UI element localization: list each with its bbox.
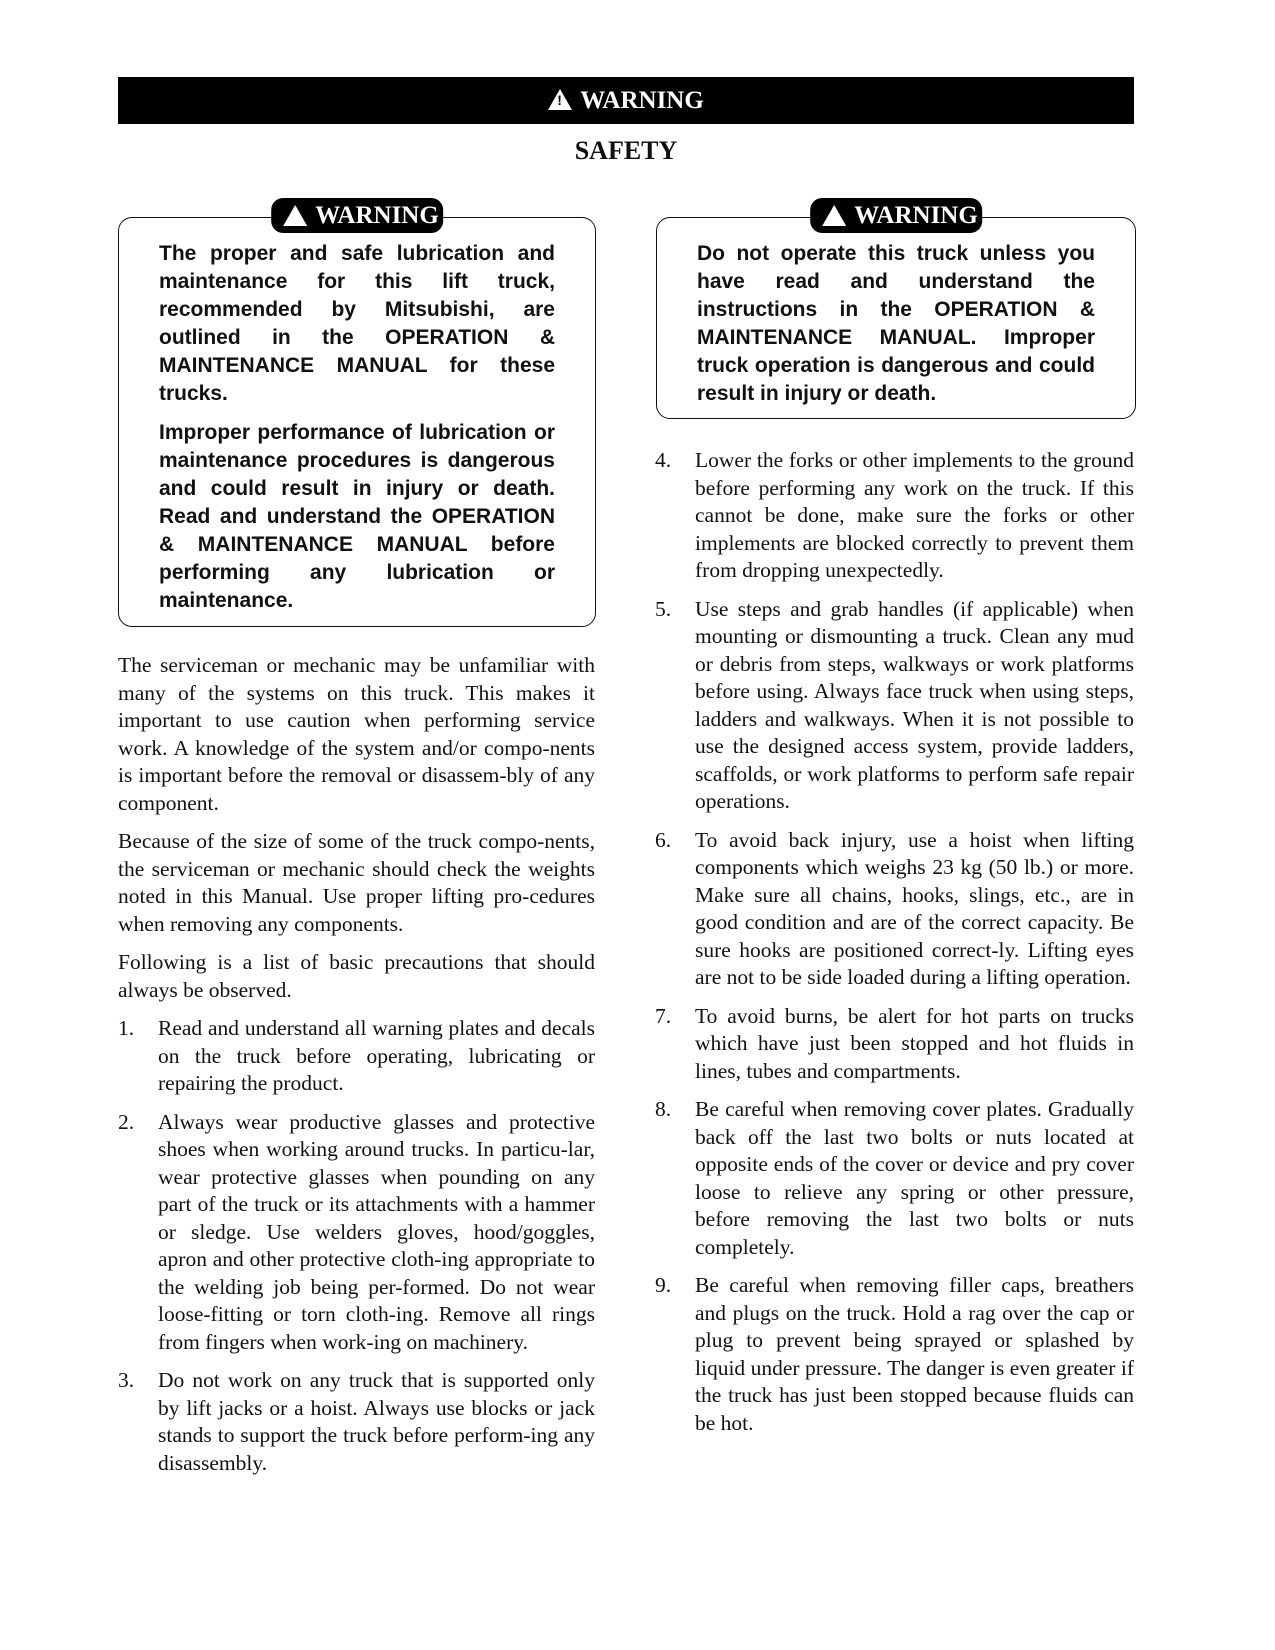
list-item-text: Read and understand all warning plates and decals on the truck before operating, lubricating or repairing the product. [158,1016,595,1095]
warning-label-text: WARNING [315,202,439,229]
list-item-number: 1. [118,1016,135,1040]
list-item-text: Use steps and grab handles (if applicable) when mounting or dismounting a truck. Clean any mud or debris from steps, walkways or work platforms before using. Always face truck when using steps, ladders and walkways. When it is not possible to use the designed access system, provide ladders, scaffolds, or work platforms to perform safe repair operations. [695,596,1134,813]
intro-paragraph: Following is a list of basic precautions that should always be observed. [118,950,595,1002]
list-item-number: 8. [655,1097,672,1121]
list-item-number: 2. [118,1109,135,1134]
intro-paragraph: The serviceman or mechanic may be unfamiliar with many of the systems on this truck. This makes it important to use caution when performing service work. A knowledge of the system and/or compo-nents is important before the removal or disassem-bly of any component. [118,653,595,815]
left-warning-paragraph: Improper performance of lubrication or maintenance procedures is dangerous and could result in injury or death. Read and understand the OPERATION & MAINTENANCE MANUAL before performing any lubrication or maintenance. [159,421,555,612]
warning-banner [118,77,1134,124]
list-item [655,596,1134,816]
list-item-number: 6. [655,827,672,852]
warning-triangle-icon [283,205,307,226]
right-column [655,447,1134,1448]
page-title: SAFETY [574,136,678,165]
list-item-text: Do not work on any truck that is supported only by lift jacks or a hoist. Always use blocks or jack stands to support the truck before perform-ing any disassembly. [158,1368,595,1475]
right-warning-label [810,198,982,233]
list-item-text: To avoid back injury, use a hoist when lifting components which weighs 23 kg (50 lb.) or more. Make sure all chains, hooks, slings, etc., are in good condition and are of the correct capacity. Be sure hooks are positioned correct-ly. Lifting eyes are not to be side loaded during a lifting operation. [695,827,1134,989]
list-item [655,1272,1134,1437]
list-item [655,1003,1134,1086]
list-item [655,827,1134,992]
list-item-text: Be careful when removing filler caps, breathers and plugs on the truck. Hold a rag over the cap or plug to prevent being sprayed or splashed by liquid under pressure. The danger is even greater if the truck has just been stopped because fluids can be hot. [695,1273,1134,1435]
list-item [655,1096,1134,1261]
list-item-text: Lower the forks or other implements to the ground before performing any work on the truck. If this cannot be done, make sure the forks or other implements are blocked correctly to prevent them from dropping unexpectedly. [695,448,1134,582]
left-warning-paragraph: The proper and safe lubrication and maintenance for this lift truck, recommended by Mitsubishi, are outlined in the OPERATION & MAINTENANCE MANUAL for these trucks. [159,242,555,405]
left-warning-label [271,198,443,233]
list-item-text: To avoid burns, be alert for hot parts on trucks which have just been stopped and hot fluids in lines, tubes and compartments. [695,1003,1134,1083]
list-item-number: 3. [118,1368,135,1392]
warning-label-text: WARNING [854,202,978,229]
banner-label: WARNING [580,86,704,114]
right-warning-paragraph: Do not operate this truck unless you have read and understand the instructions in the OPERATION & MAINTENANCE MANUAL. Improper truck operation is dangerous and could result in injury or death. [697,242,1095,405]
left-warning-box [118,202,596,627]
right-warning-box [656,202,1136,419]
list-item-number: 7. [655,1003,672,1028]
list-item-number: 4. [655,448,672,472]
warning-triangle-icon [548,89,572,110]
list-item-number: 5. [655,596,672,621]
list-item-text: Always wear productive glasses and protective shoes when working around trucks. In particu-lar, wear protective glasses when pounding on any part of the truck or its attachments with a hammer or sledge. Use welders gloves, hood/goggles, apron and other protective cloth-ing appropriate to the welding job being per-formed. Do not wear loose-fitting or torn cloth-ing. Remove all rings from fingers when work-ing on machinery. [158,1109,595,1354]
left-column [118,652,595,1488]
list-item [655,447,1134,585]
list-item-text: Be careful when removing cover plates. Gradually back off the last two bolts or nuts located at opposite ends of the cover or device and pry cover loose to relieve any spring or other pressure, before removing the last two bolts or nuts completely. [695,1097,1134,1259]
list-item-number: 9. [655,1273,672,1297]
list-item [118,1015,595,1098]
list-item [118,1109,595,1357]
list-item [118,1367,595,1477]
intro-paragraph: Because of the size of some of the truck compo-nents, the serviceman or mechanic should check the weights noted in this Manual. Use proper lifting pro-cedures when removing any components. [118,829,595,936]
warning-triangle-icon [822,205,846,226]
